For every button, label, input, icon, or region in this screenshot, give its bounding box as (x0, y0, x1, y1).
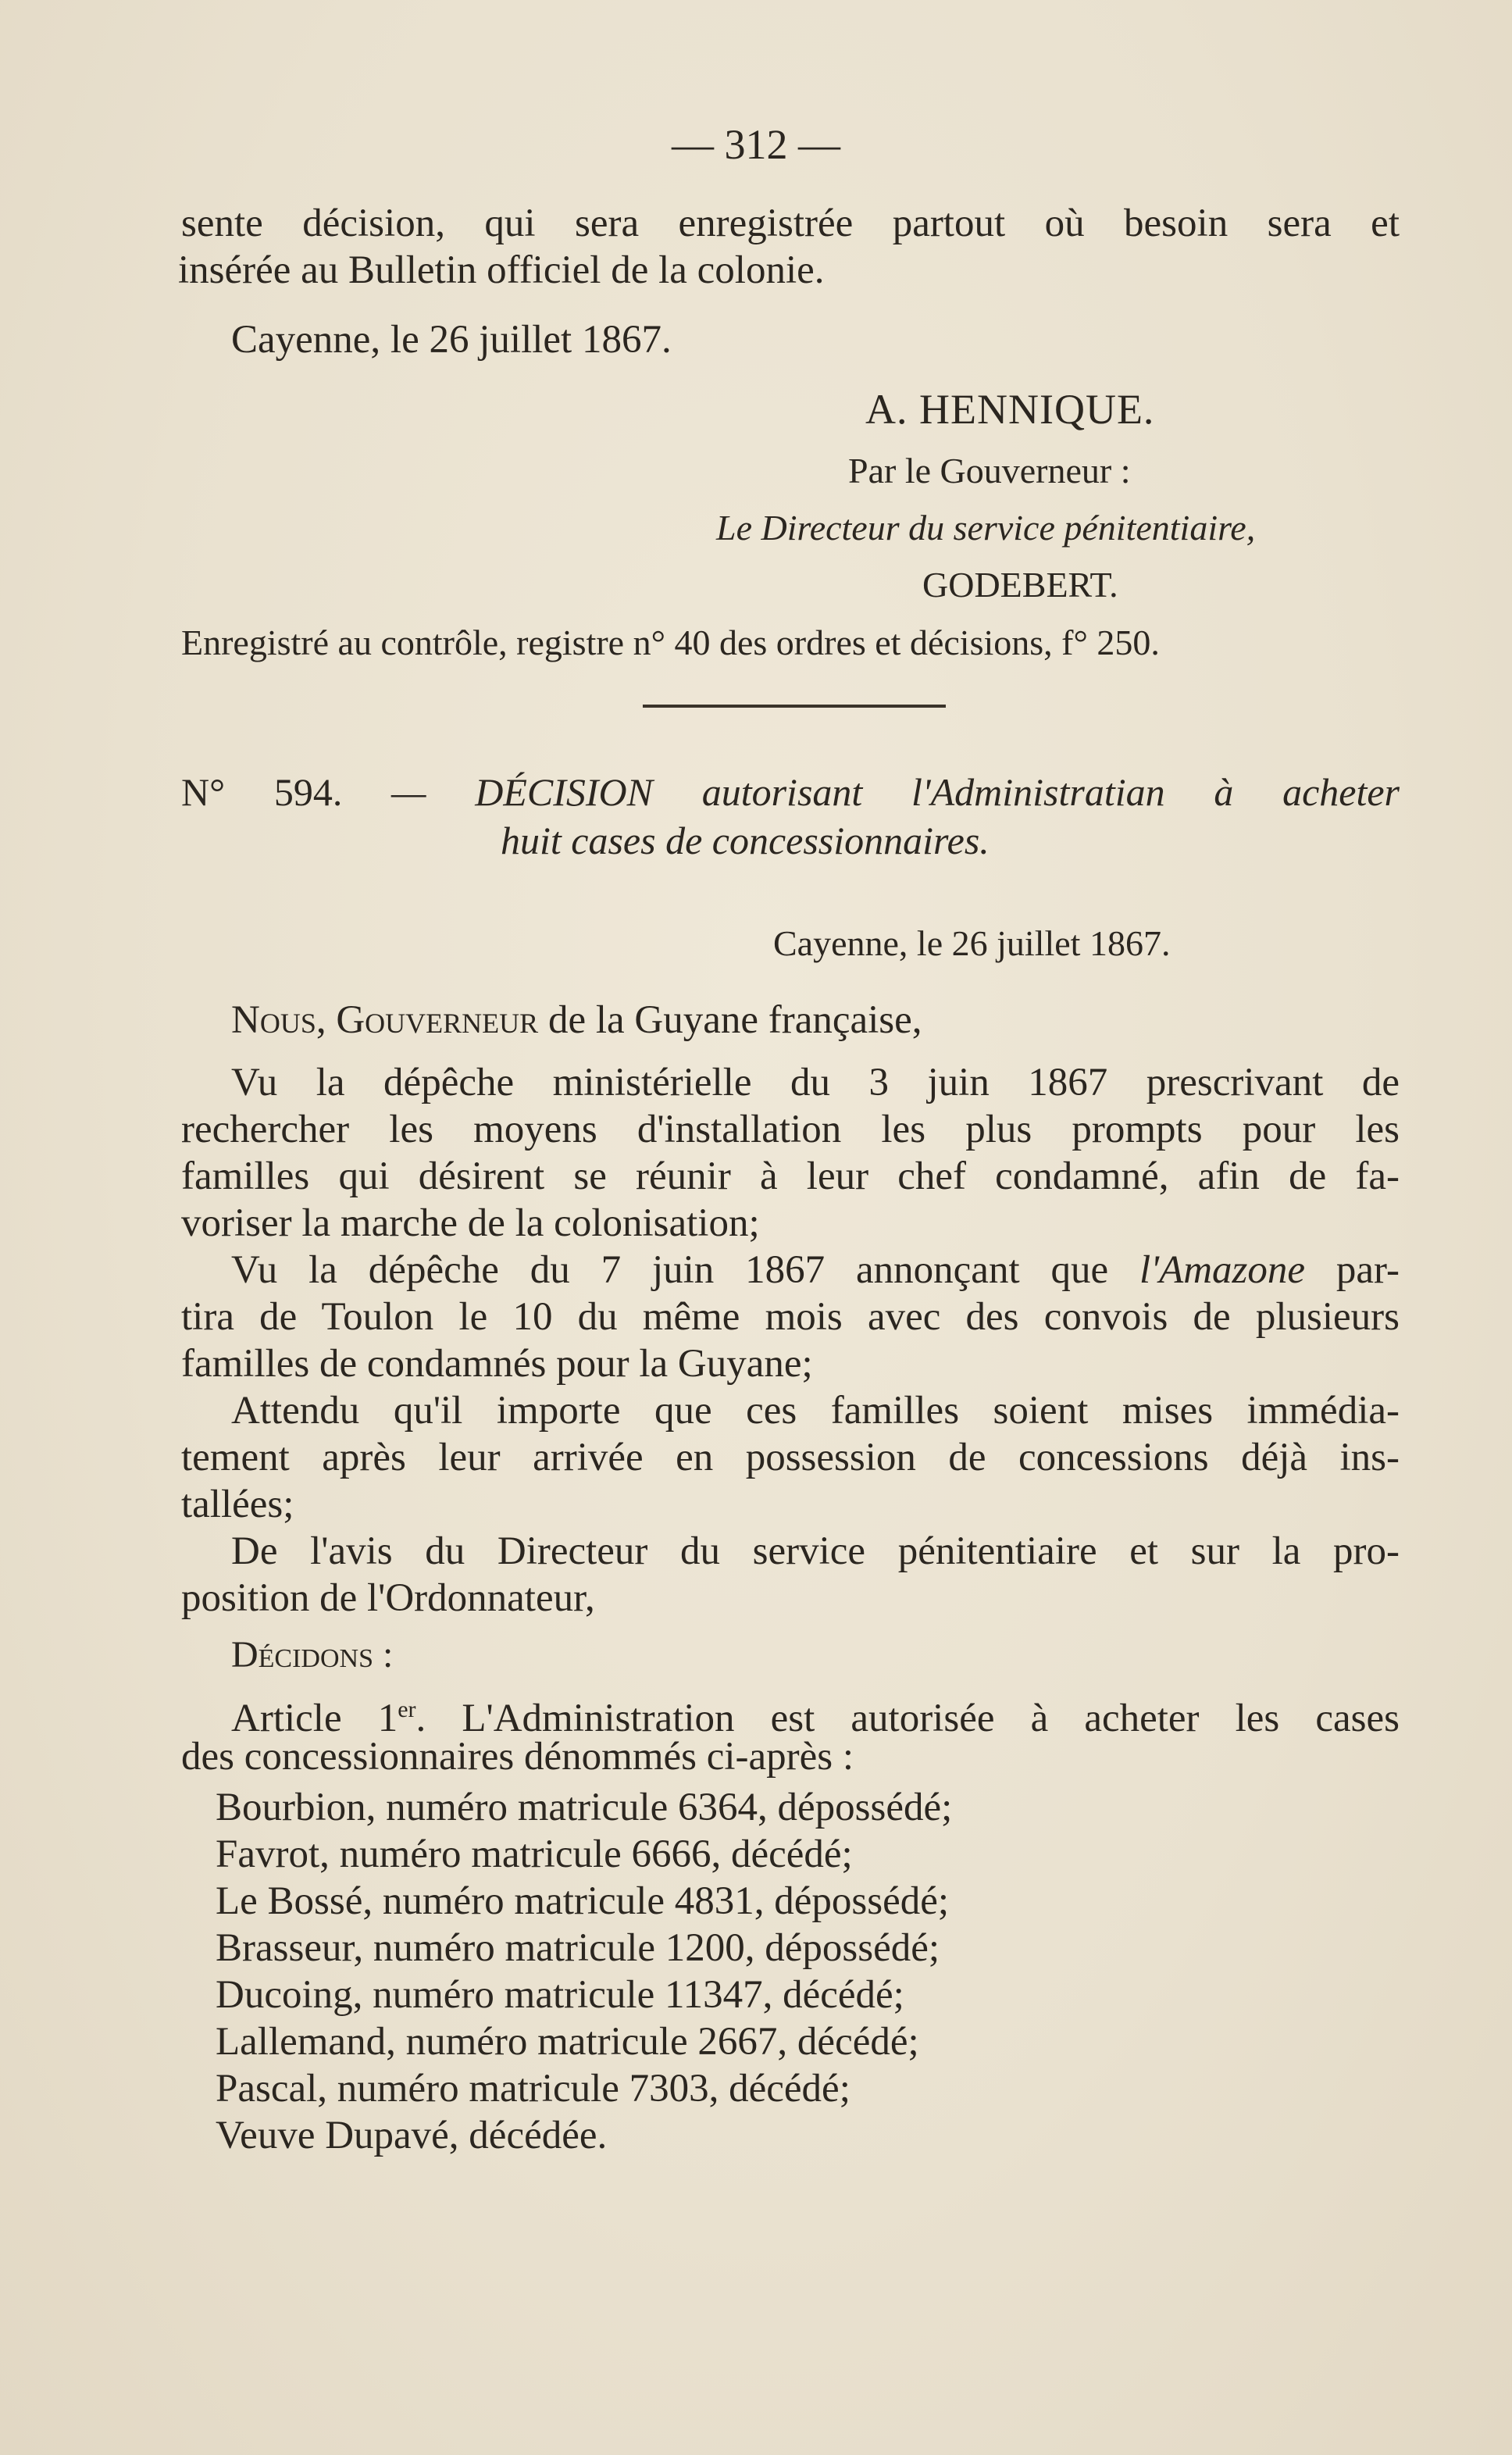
page-number: — 312 — (672, 121, 840, 168)
preamble-rest: de la Guyane française, (538, 998, 922, 1042)
signature-name: A. HENNIQUE. (865, 386, 1155, 433)
text-line: familles de condamnés pour la Guyane; (181, 1342, 813, 1386)
text-line: tement après leur arrivée en possession de concessions déjà ins- (181, 1436, 1400, 1479)
decision-title-cont: huit cases de concessionnaires. (501, 819, 990, 862)
ship-name: l'Amazone (1139, 1248, 1306, 1292)
attribution-title: Le Directeur du service pénitentiaire, (716, 508, 1256, 548)
section-divider (643, 705, 946, 708)
text-segment: par- (1305, 1248, 1400, 1292)
list-item: Pascal, numéro matricule 7303, décédé; (216, 2067, 850, 2111)
text-segment: Vu la dépêche du 7 juin 1867 annonçant que (231, 1248, 1139, 1292)
ordinal-suffix: er (398, 1697, 416, 1722)
text-line: voriser la marche de la colonisation; (181, 1201, 760, 1245)
date-line-2: Cayenne, le 26 juillet 1867. (773, 923, 1171, 963)
text-line (231, 1246, 1400, 1294)
text-line: des concessionnaires dénommés ci-après : (181, 1735, 854, 1779)
registration-line: Enregistré au contrôle, registre n° 40 des ordres et décisions, f° 250. (181, 623, 1160, 662)
attribution-line: Par le Gouverneur : (848, 451, 1131, 491)
decision-keyword: Décidons : (231, 1634, 394, 1675)
article-label: Article 1 (231, 1697, 398, 1740)
text-line: De l'avis du Directeur du service pénitentiaire et sur la pro- (231, 1529, 1400, 1573)
article-text: . L'Administration est autorisée à acheter les cases (415, 1697, 1400, 1740)
list-item: Bourbion, numéro matricule 6364, dépossédé; (216, 1786, 953, 1829)
decision-number: N° 594. (181, 770, 343, 814)
text-line: insérée au Bulletin officiel de la colonie. (178, 248, 825, 292)
decision-title: — DÉCISION autorisant l'Administratian à acheter (342, 770, 1400, 814)
text-line: Attendu qu'il importe que ces familles soient mises immédia- (231, 1389, 1400, 1433)
list-item: Le Bossé, numéro matricule 4831, dépossédé; (216, 1879, 950, 1923)
text-line: familles qui désirent se réunir à leur chef condamné, afin de fa- (181, 1154, 1400, 1198)
text-line: Vu la dépêche ministérielle du 3 juin 1867 prescrivant de (231, 1061, 1400, 1104)
list-item: Favrot, numéro matricule 6666, décédé; (216, 1832, 853, 1876)
text-line: sente décision, qui sera enregistrée partout où besoin sera et (181, 202, 1400, 245)
preamble-caps: Nous, Gouverneur (231, 998, 539, 1042)
decision-heading (181, 768, 1400, 816)
list-item: Veuve Dupavé, décédée. (216, 2114, 608, 2157)
list-item: Ducoing, numéro matricule 11347, décédé; (216, 1973, 904, 2017)
list-item: Lallemand, numéro matricule 2667, décédé; (216, 2020, 919, 2064)
text-line: tira de Toulon le 10 du même mois avec des convois de plusieurs (181, 1295, 1400, 1339)
text-line: rechercher les moyens d'installation les plus prompts pour les (181, 1108, 1400, 1151)
text-line: position de l'Ordonnateur, (181, 1576, 595, 1620)
signature-name-2: GODEBERT. (922, 565, 1118, 605)
preamble-line (231, 996, 922, 1044)
date-line: Cayenne, le 26 juillet 1867. (231, 318, 672, 362)
text-line: tallées; (181, 1483, 294, 1526)
list-item: Brasseur, numéro matricule 1200, dépossédé; (216, 1926, 940, 1970)
